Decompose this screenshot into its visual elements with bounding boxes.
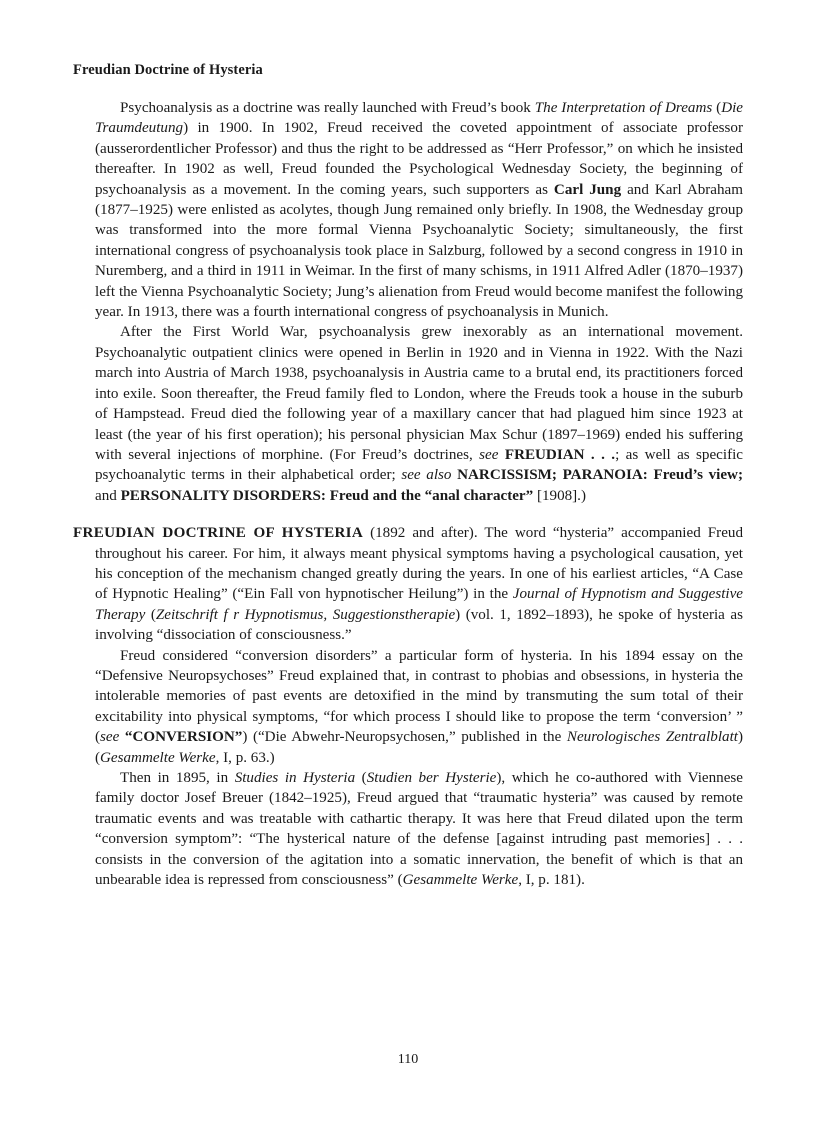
cross-reference: PERSONALITY DISORDERS: Freud and the “anal character” [120,487,534,504]
cross-reference: NARCISSISM; PARANOIA: Freud’s view; [457,467,743,484]
body-text [73,98,743,890]
cross-reference: Carl Jung [553,181,622,198]
entry-headword: FREUDIAN DOCTRINE OF HYSTERIA [73,525,364,542]
entry-paragraph-2: Freud considered “conversion disorders” a particular form of hysteria. In his 1894 essay on the “Defensive Neuropsychoses” Freud explained that, in contrast to phobias and obsessions, in hysteria the intolerable memories of past events are detoxified in the mind by transmuting the sum total of their excitability into physical symptoms, “for which process I should like to propose the term ‘conversion’ ” (see “CONVERSION”) (“Die Abwehr-Neuropsychosen,” published in the Neurologisches Zentralblatt) (Gesammelte Werke, I, p. 63.) [95,647,743,766]
page-number: 110 [397,1052,419,1067]
paragraph-psychoanalysis-launch: Psychoanalysis as a doctrine was really launched with Freud’s book The Interpretation of Dreams (Die Traumdeutung) in 1900. In 1902, Freud received the coveted appointment of associate professor (ausserordentlicher Professor) and thus the right to be addressed as “Herr Professor,” on which he insisted thereafter. In 1902 as well, Freud founded the Psychological Wednesday Society, the beginning of psychoanalysis as a movement. In the coming years, such supporters as Carl Jung and Karl Abraham (1877–1925) were enlisted as acolytes, though Jung remained only briefly. In 1908, the Wednesday group was transformed into the more formal Vienna Psychoanalytic Society; simultaneously, the first international congress of psychoanalysis took place in Salzburg, followed by a second congress in 1910 in Nuremberg, and a third in 1911 in Weimar. In the first of many schisms, in 1911 Alfred Adler (1870–1937) left the Vienna Psychoanalytic Society; Jung’s alienation from Freud would become manifest the following year. In 1913, there was a fourth international congress of psychoanalysis in Munich. [95,100,743,321]
dictionary-entry [73,523,743,890]
paragraph-after-first-world-war: After the First World War, psychoanalysis grew inexorably as an international movement. Psychoanalytic outpatient clinics were opened in Berlin in 1920 and in Vienna in 1922. With the Nazi march into Austria of March 1938, psychoanalysis in Austria came to a brutal end, its practitioners forced into exile. Soon thereafter, the Freud family fled to London, where the Freuds took a house in the suburb of Hampstead. Freud died the following year of a maxillary cancer that had plagued him since 1923 at least (the year of his first operation); his personal physician Max Schur (1897–1969) ended his suffering with several injections of morphine. (For Freud’s doctrines, see FREUDIAN . . .; as well as specific psychoanalytic terms in their alphabetical order; see also NARCISSISM; PARANOIA: Freud’s view; and PERSONALITY DISORDERS: Freud and the “anal character” [1908].) [95,324,743,504]
entry-paragraph-1: FREUDIAN DOCTRINE OF HYSTERIA (1892 and after). The word “hysteria” accompanied Freud throughout his career. For him, it always meant physical symptoms having a psychological causation, yet his conception of the mechanism changed greatly during the years. In one of his earliest articles, “A Case of Hypnotic Healing” (“Ein Fall von hypnotischer Heilung”) in the Journal of Hypnotism and Suggestive Therapy (Zeitschrift f r Hypnotismus, Suggestionstherapie) (vol. 1, 1892–1893), he spoke of hysteria as involving “dissociation of consciousness.” [73,525,743,644]
entry-paragraph-3: Then in 1895, in Studies in Hysteria (Studien ber Hysterie), which he co-authored with Viennese family doctor Josef Breuer (1842–1925), Freud argued that “traumatic hysteria” was caused by remote traumatic events and was treatable with cathartic therapy. It was here that Freud dilated upon the term “conversion symptom”: “The hysterical nature of the defense [against intruding past memories] . . . consists in the conversion of the agitation into a somatic innervation, the benefit of which is that an unbearable idea is repressed from consciousness” (Gesammelte Werke, I, p. 181). [95,770,743,889]
running-head: Freudian Doctrine of Hysteria [73,62,263,78]
cross-reference: FREUDIAN . . . [504,446,616,463]
cross-reference: “CONVERSION” [124,729,243,746]
